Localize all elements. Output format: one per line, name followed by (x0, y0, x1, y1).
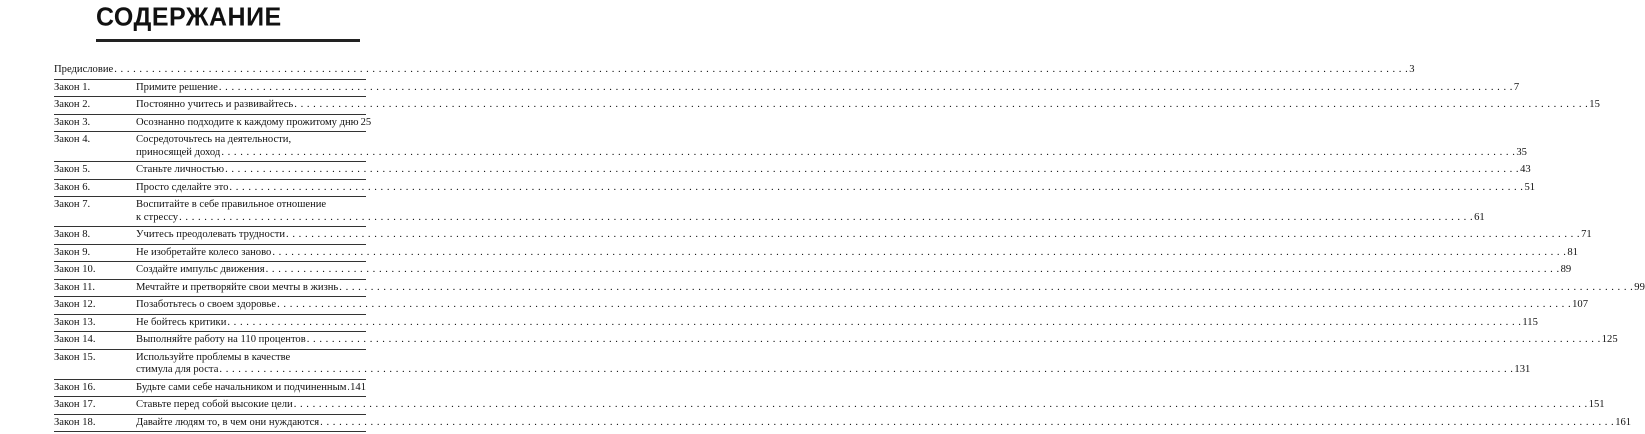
toc-entry-law-6 (54, 181, 1536, 195)
toc-entry-law-14 (54, 334, 1618, 347)
toc-entry-line (54, 99, 1600, 112)
toc-entry-line (54, 146, 1527, 160)
toc-entry-law-18 (54, 416, 1632, 430)
toc-entry-law-17 (54, 399, 1605, 412)
toc-entry-law-3 (54, 116, 372, 130)
page-number: 89 (1560, 264, 1572, 275)
toc-entry-line (54, 352, 366, 365)
toc-entry-line (54, 116, 372, 130)
toc-entry-law-15 (54, 351, 1531, 377)
entry-title: Не бойтесь критики (136, 316, 227, 328)
law-number: Закон 1. (54, 81, 91, 93)
page-number: 161 (1615, 416, 1632, 428)
page-number: 51 (1524, 181, 1536, 193)
entry-title: Сосредоточьтесь на деятельности, (136, 134, 292, 145)
page-title: СОДЕРЖАНИЕ (96, 2, 282, 32)
dot-leader (266, 264, 1560, 277)
entry-title: Не изобретайте колесо заново (136, 246, 272, 258)
entry-separator (54, 314, 366, 315)
dot-leader (272, 247, 1566, 260)
entry-title: Мечтайте и претворяйте свои мечты в жизнь (136, 281, 339, 293)
law-number: Закон 12. (54, 299, 96, 310)
toc-entry-law-12 (54, 299, 1588, 312)
dot-leader (294, 399, 1588, 412)
toc-entry-line (54, 81, 1520, 95)
page-number: 71 (1581, 229, 1592, 240)
toc-entry-law-4 (54, 134, 1527, 159)
page-number: 115 (1522, 316, 1538, 328)
toc-entry-line (54, 281, 1645, 295)
page-number: 7 (1513, 81, 1520, 93)
toc-entry-law-2 (54, 99, 1600, 112)
entry-title: Выполняйте работу на 110 процентов (136, 334, 306, 345)
entry-title: Используйте проблемы в качестве (136, 351, 291, 363)
entry-title: Будьте сами себе начальником и подчиненным (136, 381, 347, 393)
entry-title: Ставьте перед собой высокие цели (136, 399, 293, 410)
toc-entry-line (54, 316, 1538, 330)
law-number: Закон 7. (54, 199, 91, 210)
page-number: 81 (1567, 246, 1578, 258)
toc-entry-line (54, 416, 1632, 430)
entry-title: Учитесь преодолевать трудности (136, 229, 286, 240)
dot-leader (277, 299, 1571, 312)
page-number: 25 (360, 116, 372, 128)
toc-entry-line (54, 264, 1572, 277)
entry-separator (54, 431, 366, 432)
entry-separator (54, 261, 366, 262)
entry-title: Постоянно учитесь и развивайтесь (136, 99, 294, 110)
entry-title: стимула для роста (136, 364, 219, 375)
law-number: Закон 11. (54, 281, 96, 293)
entry-title: Примите решение (136, 81, 218, 93)
entry-separator (54, 226, 366, 227)
dot-leader (294, 99, 1588, 112)
toc-entry-law-7 (54, 199, 1485, 224)
law-number: Закон 5. (54, 164, 91, 175)
law-number: Закон 4. (54, 134, 91, 145)
toc-entry-law-11 (54, 281, 1645, 295)
toc-entry-line (54, 211, 1485, 225)
entry-separator (54, 161, 366, 162)
law-number: Закон 14. (54, 334, 96, 345)
entry-separator (54, 79, 366, 80)
dot-leader (219, 82, 1513, 95)
page-number: 3 (1409, 64, 1415, 75)
dot-leader (347, 382, 349, 395)
dot-leader (219, 364, 1513, 377)
toc-entry-line (54, 134, 366, 147)
toc-entry-line (54, 64, 1415, 77)
title-underline (96, 39, 360, 42)
law-number: Закон 9. (54, 246, 91, 258)
entry-separator (54, 396, 366, 397)
entry-separator (54, 96, 366, 97)
page-number: 125 (1601, 334, 1618, 345)
entry-separator (54, 244, 366, 245)
entry-separator (54, 114, 366, 115)
entry-title: к стрессу (136, 211, 179, 223)
law-number: Закон 6. (54, 181, 91, 193)
entry-separator (54, 379, 366, 380)
page-number: 99 (1634, 281, 1645, 293)
table-of-contents (54, 64, 1645, 434)
dot-leader (114, 64, 1408, 77)
entry-separator (54, 131, 366, 132)
toc-entry-line (54, 364, 1531, 377)
dot-leader (229, 182, 1523, 195)
dot-leader (307, 334, 1601, 347)
toc-entry-line (54, 164, 1531, 177)
toc-entry-line (54, 199, 366, 212)
page-number: 35 (1516, 146, 1527, 158)
dot-leader (179, 212, 1473, 225)
page-number: 131 (1514, 364, 1531, 375)
page-number: 151 (1588, 399, 1605, 410)
dot-leader (320, 417, 1614, 430)
entry-title: Предисловие (54, 64, 114, 75)
page-number: 61 (1474, 211, 1485, 223)
toc-entry-line (54, 229, 1592, 242)
page-number: 141 (350, 381, 366, 393)
toc-entry-preface (54, 64, 1415, 77)
toc-entry-law-8 (54, 229, 1592, 242)
toc-entry-line (54, 246, 1578, 260)
entry-title: Станьте личностью (136, 164, 225, 175)
toc-entry-line (54, 334, 1618, 347)
law-number: Закон 18. (54, 416, 96, 428)
toc-entry-law-13 (54, 316, 1538, 330)
page-number: 43 (1520, 164, 1531, 175)
law-number: Закон 3. (54, 116, 91, 128)
toc-entry-line (54, 399, 1605, 412)
dot-leader (227, 317, 1521, 330)
law-number: Закон 8. (54, 229, 91, 240)
entry-title: Воспитайте в себе правильное отношение (136, 199, 327, 210)
law-number: Закон 16. (54, 381, 96, 393)
entry-title: Давайте людям то, в чем они нуждаются (136, 416, 320, 428)
toc-entry-line (54, 382, 366, 395)
toc-entry-law-5 (54, 164, 1531, 177)
entry-separator (54, 196, 366, 197)
entry-title: Создайте импульс движения (136, 264, 265, 275)
law-number: Закон 2. (54, 99, 91, 110)
toc-entry-law-9 (54, 246, 1578, 260)
entry-separator (54, 331, 366, 332)
toc-entry-law-1 (54, 81, 1520, 95)
entry-separator (54, 179, 366, 180)
toc-entry-law-10 (54, 264, 1572, 277)
law-number: Закон 17. (54, 399, 96, 410)
law-number: Закон 13. (54, 316, 96, 328)
entry-title: Просто сделайте это (136, 181, 229, 193)
law-number: Закон 15. (54, 351, 96, 363)
law-number: Закон 10. (54, 264, 96, 275)
dot-leader (286, 229, 1580, 242)
dot-leader (339, 282, 1633, 295)
toc-entry-line (54, 181, 1536, 195)
toc-entry-line (54, 299, 1588, 312)
entry-separator (54, 349, 366, 350)
entry-title: приносящей доход (136, 146, 221, 158)
entry-title: Позаботьтесь о своем здоровье (136, 299, 277, 310)
entry-separator (54, 414, 366, 415)
entry-separator (54, 279, 366, 280)
page-number: 15 (1589, 99, 1600, 110)
page-number: 107 (1572, 299, 1588, 310)
dot-leader (221, 147, 1515, 160)
dot-leader (225, 164, 1519, 177)
toc-entry-law-16 (54, 382, 366, 395)
entry-title: Осознанно подходите к каждому прожитому дню (136, 116, 359, 128)
entry-separator (54, 296, 366, 297)
